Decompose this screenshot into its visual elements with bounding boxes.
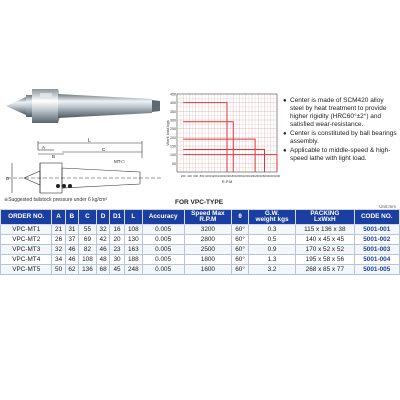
spec-table [0,209,400,275]
table-cell: 60° [232,265,249,275]
table-cell: 16 [110,225,125,235]
workload-chart [165,88,283,196]
table-cell: 20 [110,235,125,245]
type-label: FOR VPC-TYPE [175,199,224,206]
table-cell: 130 [124,235,142,245]
x-tick-label: 400 [187,174,192,178]
table-cell: 5001-001 [354,225,400,235]
table-cell: 136 [79,265,97,275]
feature-item: ● Center is constituted by ball bearings assembly. [283,130,398,146]
label-mt: MT-□ [114,159,125,164]
live-center-photo [2,80,177,140]
tailstock-note: ※Suggested tailstock pressure under 6 kg/cm² [4,197,108,203]
table-cell: 115 x 136 x 38 [296,225,354,235]
table-cell: 0.005 [142,265,184,275]
table-cell: 46 [65,245,78,255]
column-header: Speed Max R.P.M [184,210,232,225]
table-cell: 1800 [184,255,232,265]
table-row [1,225,400,235]
table-cell: 0.005 [142,235,184,245]
y-tick-label: 200 [170,135,176,140]
x-tick-label: 2200 [242,174,249,178]
y-tick-label: 250 [170,127,176,132]
x-tick-label: 1800 [230,174,237,178]
unit-label: Unit:mm [379,204,396,209]
table-cell: 188 [124,255,142,265]
x-tick-label: 3000 [267,174,274,178]
table-cell: 3.2 [248,265,295,275]
table-cell: 1600 [184,265,232,275]
table-cell: 82 [79,245,97,255]
x-tick-label: 1200 [211,174,218,178]
table-cell: 62 [65,265,78,275]
table-cell: VPC-MT5 [1,265,52,275]
table-cell: 268 x 85 x 77 [296,265,354,275]
column-header: PACKING LxWxH [296,210,354,225]
table-cell: VPC-MT4 [1,255,52,265]
label-b: B [52,154,56,159]
table-cell: 55 [79,225,97,235]
column-header: ORDER NO. [1,210,52,225]
x-tick-label: 2000 [236,174,243,178]
table-cell: 0.005 [142,225,184,235]
column-header: CODE NO. [354,210,400,225]
x-tick-label: 2400 [248,174,256,178]
table-cell: 21 [52,225,65,235]
feature-list [283,97,398,164]
y-tick-label: 150 [170,144,176,149]
table-cell: 26 [52,235,65,245]
column-header: L [124,210,142,225]
column-header: B [65,210,78,225]
table-cell: 45 [110,265,125,275]
x-tick-label: 3200 [273,174,281,178]
table-cell: 60° [232,245,249,255]
table-cell: 1.3 [248,255,295,265]
table-cell: 5001-002 [354,235,400,245]
table-cell: 3200 [184,225,232,235]
table-row [1,235,400,245]
x-tick-label: 1600 [223,174,231,178]
table-cell: 69 [79,235,97,245]
y-tick-label: 50 [172,161,176,166]
x-axis-label: R.P.M [221,179,233,184]
table-cell: 46 [96,245,109,255]
x-tick-label: 800 [199,174,205,178]
y-tick-label: 350 [170,109,176,114]
table-cell: 30 [110,255,125,265]
column-header: θ [232,210,249,225]
taper-shank [58,94,152,118]
table-cell: 60° [232,255,249,265]
column-header: C [79,210,97,225]
label-c: C [102,147,106,152]
table-cell: 31 [65,225,78,235]
table-cell: 60° [232,235,249,245]
y-axis-label: Work load kgs [165,120,170,146]
table-cell: 37 [65,235,78,245]
label-a: A [42,145,46,150]
table-cell: 248 [124,265,142,275]
table-row [1,245,400,255]
table-row [1,265,400,275]
x-tick-label: 2800 [261,174,268,178]
table-cell: 163 [124,245,142,255]
table-cell: 68 [96,265,109,275]
feature-item: ● Center is made of SCM420 alloy steel by heat treatment to provide higher rigidity (HRC60°±2°) and satisfied wear-resistance. [283,97,398,129]
table-cell: VPC-MT3 [1,245,52,255]
table-cell: 60° [232,225,249,235]
table-cell: 0.005 [142,255,184,265]
table-cell: 50 [52,265,65,275]
table-cell: 5001-005 [354,265,400,275]
table-row [1,255,400,265]
y-tick-label: 100 [170,153,176,158]
table-cell: 0.9 [248,245,295,255]
table-cell: 140 x 45 x 45 [296,235,354,245]
table-cell: VPC-MT2 [1,235,52,245]
table-cell: VPC-MT1 [1,225,52,235]
label-l: L [88,138,91,144]
table-cell: 32 [96,225,109,235]
table-cell: 23 [110,245,125,255]
feature-item: ● Applicable to middle-speed & high-speed lathe with light load. [283,147,398,163]
table-cell: 5001-004 [354,255,400,265]
label-d: D [6,176,10,181]
y-tick-label: 400 [170,101,176,106]
column-header: D [96,210,109,225]
column-header: G.W. weight kgs [248,210,295,225]
column-header: A [52,210,65,225]
table-cell: 34 [52,255,65,265]
table-cell: 0.3 [248,225,295,235]
table-cell: 170 x 52 x 52 [296,245,354,255]
y-tick-label: 300 [170,118,176,123]
table-cell: 2500 [184,245,232,255]
table-cell: 2800 [184,235,232,245]
table-cell: 5001-003 [354,245,400,255]
x-tick-label: 1000 [205,174,212,178]
table-cell: 46 [65,255,78,265]
table-cell: 0.5 [248,235,295,245]
table-cell: 108 [124,225,142,235]
table-cell: 195 x 58 x 56 [296,255,354,265]
table-cell: 42 [96,235,109,245]
table-cell: 0.005 [142,245,184,255]
x-tick-label: 600 [193,174,199,178]
column-header: Accuracy [142,210,184,225]
column-header: D1 [110,210,125,225]
x-tick-label: 1400 [217,174,224,178]
table-cell: 32 [52,245,65,255]
x-tick-label: 2600 [255,174,262,178]
table-cell: 108 [79,255,97,265]
x-tick-label: 200 [180,174,186,178]
center-point [6,97,26,115]
table-cell: 48 [96,255,109,265]
y-tick-label: 450 [170,92,176,97]
